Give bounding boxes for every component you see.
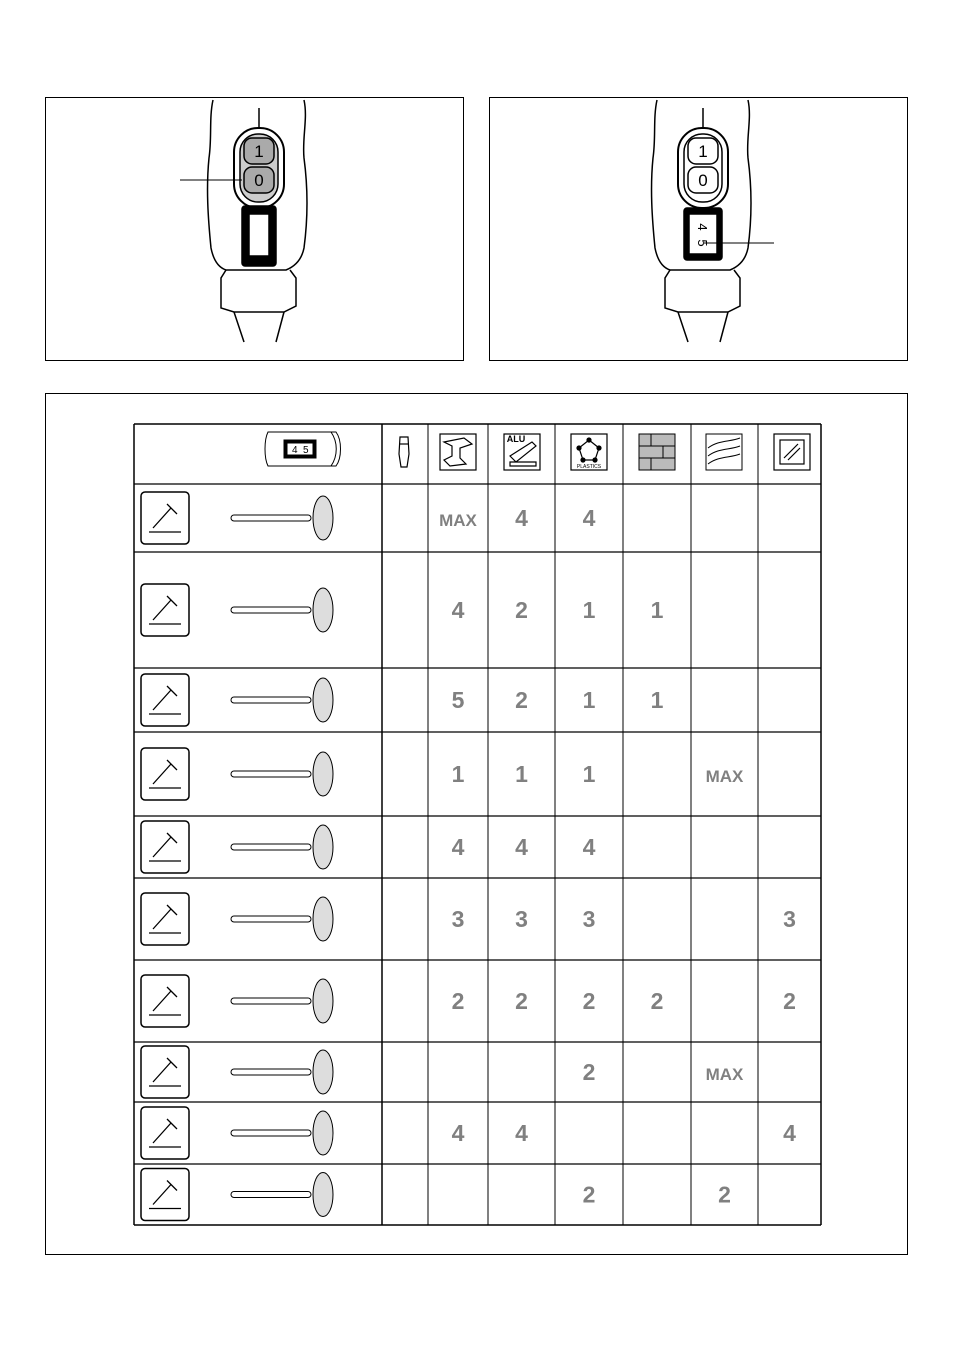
- engraving-cone-icon: [141, 1107, 189, 1159]
- grinding-stones-icon: [141, 584, 189, 636]
- alu-label: ALU: [506, 434, 526, 444]
- tool-switch-illustration: [46, 98, 465, 362]
- glass-icon: [774, 434, 810, 470]
- dial-low-label: 4: [292, 445, 298, 456]
- sanding-disc-accessory-head: [313, 825, 333, 869]
- dial-low-label: 4: [695, 223, 710, 231]
- speed-value: 4: [451, 834, 465, 860]
- sanding-drum-accessory-head: [313, 752, 333, 796]
- speed-value: 5: [451, 687, 465, 713]
- engraving-cone-accessory-shaft: [231, 1130, 311, 1136]
- engraving-burrs-accessory-shaft: [231, 1069, 311, 1075]
- sanding-disc-accessory-shaft: [231, 844, 311, 850]
- speed-value: MAX: [705, 767, 744, 786]
- sanding-drum-accessory-shaft: [231, 771, 311, 777]
- switch-off-label: 0: [698, 171, 708, 190]
- speed-table-panel: [45, 393, 908, 1255]
- cutting-disc-icon: [141, 492, 189, 544]
- figure-speed-dial: [489, 97, 908, 361]
- brushing-icon: [141, 975, 189, 1027]
- brushing-accessory-head: [313, 979, 333, 1023]
- plastics-label: PLASTICS: [576, 464, 602, 470]
- polishing-icon: [141, 893, 189, 945]
- steel-beam-icon: [440, 434, 476, 470]
- speed-value: 2: [650, 988, 664, 1014]
- figure-switch: [45, 97, 464, 361]
- speed-value: 3: [515, 906, 528, 932]
- brushing-accessory-shaft: [231, 998, 311, 1004]
- engraving-burrs-accessory-head: [313, 1050, 333, 1094]
- cutting-disc-accessory-head: [313, 496, 333, 540]
- speed-value: 1: [582, 687, 596, 713]
- speed-value: 4: [783, 1120, 796, 1146]
- collet-icon: [399, 437, 409, 467]
- switch-on-label: 1: [698, 142, 708, 161]
- speed-value: 4: [451, 597, 465, 623]
- speed-value: 2: [783, 988, 796, 1014]
- operation-icons: [141, 492, 333, 1221]
- tool-speed-dial-illustration: [490, 98, 909, 362]
- cutting-disc-accessory-shaft: [231, 515, 311, 521]
- speed-value: 1: [582, 597, 596, 623]
- wood-icon: [706, 434, 742, 470]
- speed-value: 2: [718, 1181, 731, 1208]
- switch-on-label: 1: [254, 142, 264, 161]
- speed-value: MAX: [705, 1065, 744, 1084]
- dial-high-label: 5: [695, 239, 710, 247]
- dial-high-label: 5: [303, 445, 309, 456]
- drilling-accessory-head: [313, 1173, 333, 1217]
- speed-value: 2: [515, 988, 528, 1014]
- sanding-disc-icon: [141, 821, 189, 873]
- speed-value: 1: [451, 761, 465, 787]
- grinding-wheel-accessory-head: [313, 678, 333, 722]
- grinding-wheel-icon: [141, 674, 189, 726]
- speed-table: [46, 394, 909, 1256]
- polishing-accessory-head: [313, 897, 333, 941]
- table-grid: [134, 424, 821, 1225]
- speed-value: 1: [650, 687, 664, 713]
- sanding-drum-icon: [141, 748, 189, 800]
- grinding-stones-accessory-head: [313, 588, 333, 632]
- speed-value: 4: [515, 1120, 528, 1146]
- grinding-stones-accessory-shaft: [231, 607, 311, 613]
- speed-value: 2: [582, 1181, 596, 1208]
- speed-value: 3: [451, 906, 465, 932]
- speed-value: 4: [451, 1120, 465, 1146]
- speed-value: 3: [582, 906, 596, 932]
- speed-value: 3: [783, 906, 796, 932]
- header-icons: [265, 432, 810, 470]
- speed-value: MAX: [439, 511, 477, 530]
- speed-value: 4: [582, 834, 596, 860]
- speed-value: 4: [515, 505, 528, 531]
- speed-value: 2: [451, 988, 465, 1014]
- engraving-burrs-icon: [141, 1046, 189, 1098]
- grinding-wheel-accessory-shaft: [231, 697, 311, 703]
- drilling-icon: [141, 1169, 189, 1221]
- speed-value: 2: [582, 1059, 596, 1085]
- speed-value: 2: [582, 988, 596, 1014]
- speed-value: 1: [582, 761, 596, 787]
- speed-value: 1: [515, 761, 528, 787]
- speed-value: 2: [515, 597, 528, 623]
- polishing-accessory-shaft: [231, 916, 311, 922]
- speed-value: 2: [515, 687, 528, 713]
- speed-value: 4: [515, 834, 528, 860]
- drilling-accessory-shaft: [231, 1192, 311, 1198]
- engraving-cone-accessory-head: [313, 1111, 333, 1155]
- masonry-icon: [639, 434, 675, 470]
- switch-off-label: 0: [254, 171, 264, 190]
- speed-value: 1: [650, 597, 664, 623]
- speed-value: 4: [582, 505, 596, 531]
